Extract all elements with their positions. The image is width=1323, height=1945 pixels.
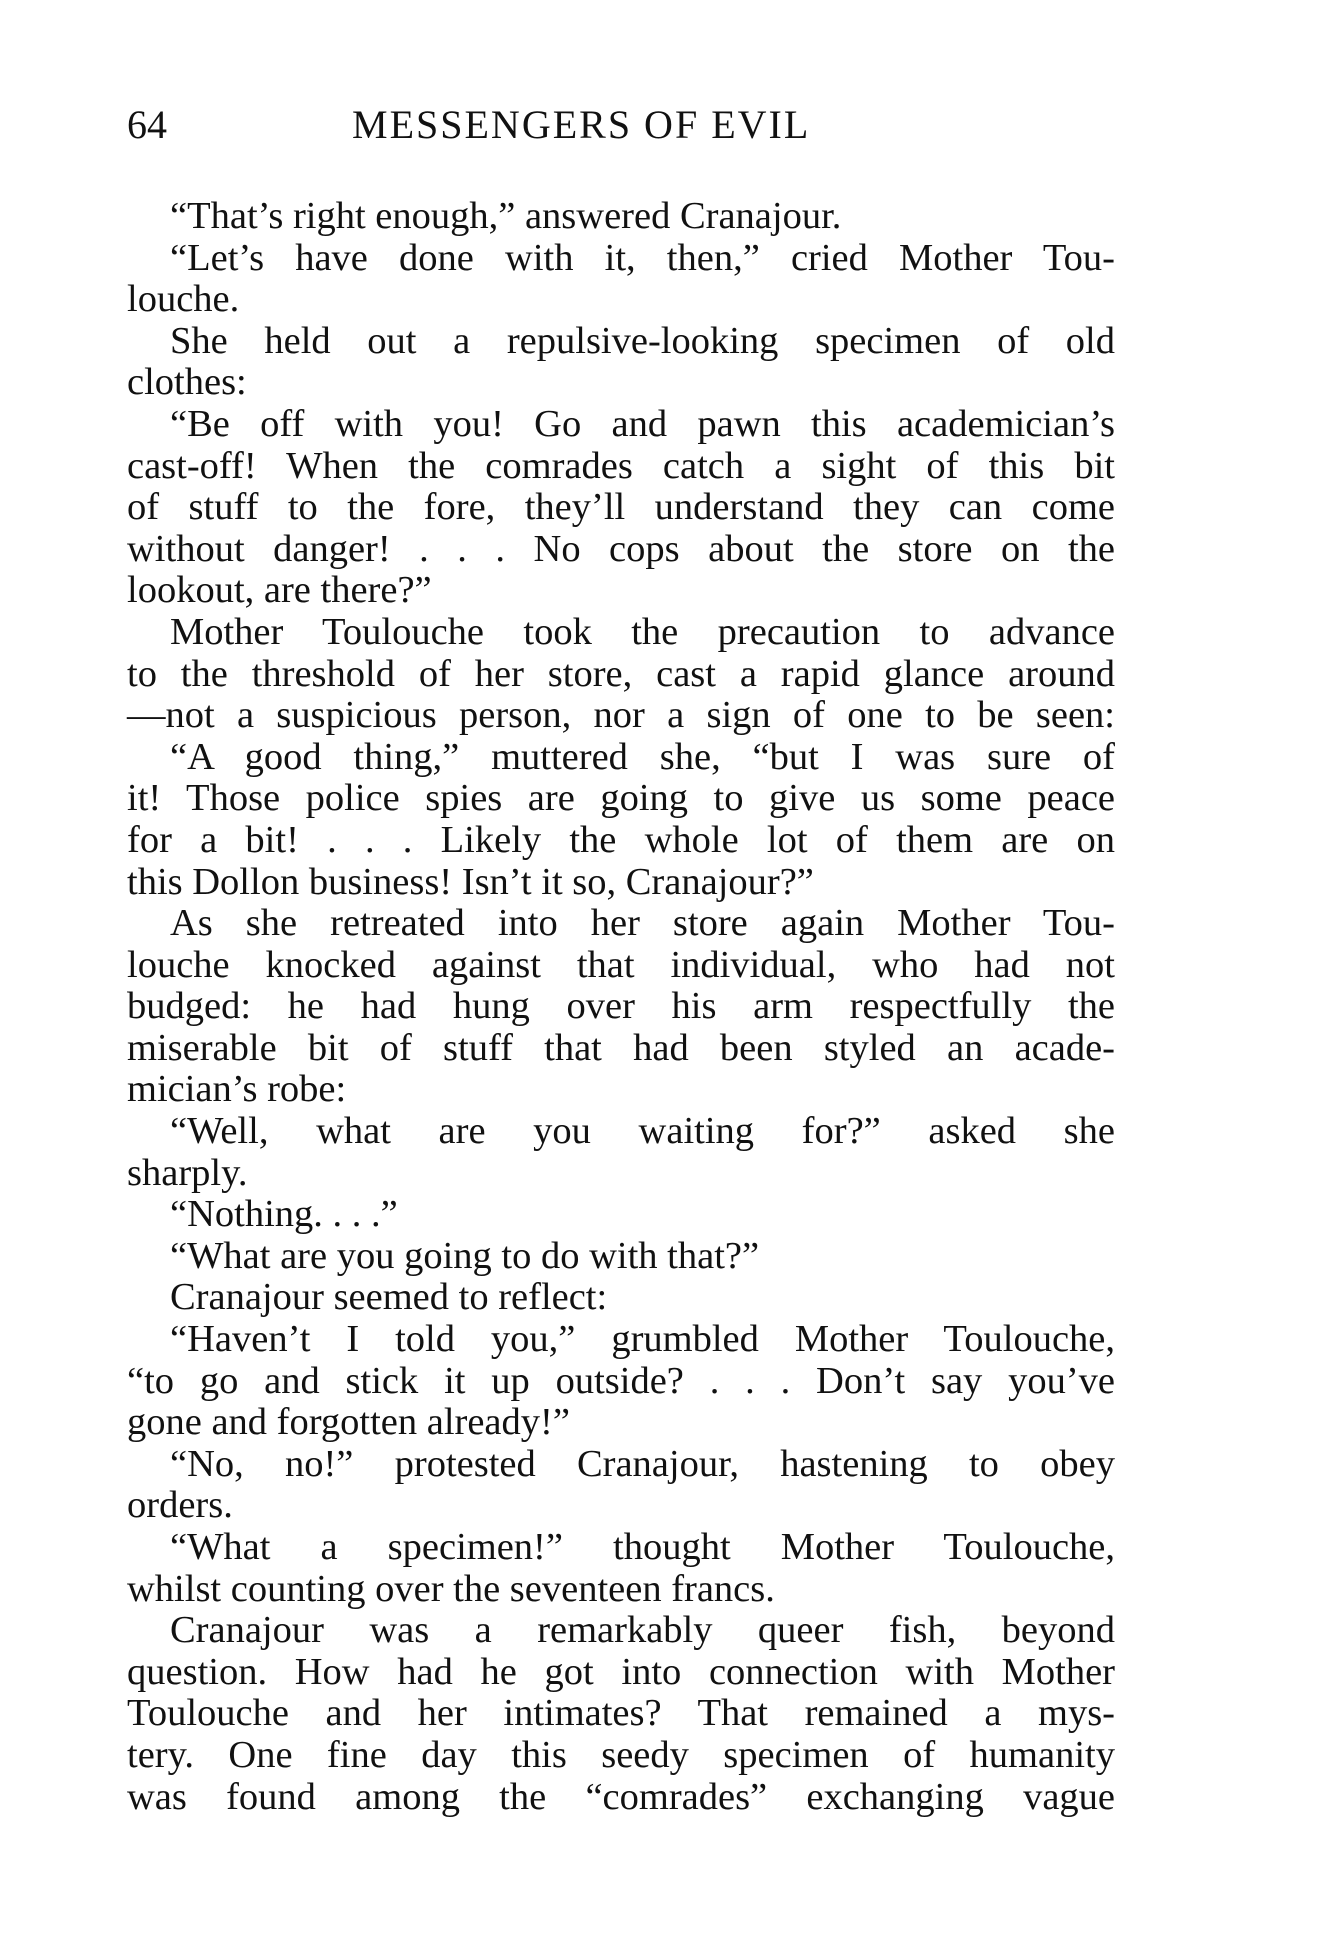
text-line: gone and forgotten already!” (127, 1401, 570, 1444)
text-line: louche. (127, 278, 240, 321)
text-line: “Haven’t I told you,” grumbled Mother Toulouche, (170, 1318, 1115, 1361)
text-line: She held out a repulsive-looking specimen of old (170, 319, 1115, 362)
text-line: “A good thing,” muttered she, “but I was sure of (170, 735, 1115, 778)
text-line: it! Those police spies are going to give us some peace (127, 777, 1115, 820)
text-line: “That’s right enough,” answered Cranajour. (170, 195, 842, 237)
text-line: cast-off! When the comrades catch a sight of this bit (127, 444, 1115, 487)
text-line: to the threshold of her store, cast a rapid glance around (127, 652, 1115, 695)
text-line: orders. (127, 1484, 233, 1527)
text-line: —not a suspicious person, nor a sign of one to be seen: (127, 694, 1115, 737)
text-line: tery. One fine day this seedy specimen of humanity (127, 1733, 1115, 1776)
text-line: Cranajour seemed to reflect: (170, 1276, 608, 1319)
text-line: sharply. (127, 1151, 248, 1194)
text-line: “Well, what are you waiting for?” asked she (170, 1110, 1115, 1153)
running-head (127, 100, 1127, 150)
text-line: lookout, are there?” (127, 569, 432, 612)
text-line: “Be off with you! Go and pawn this academician’s (170, 402, 1115, 445)
text-line: for a bit! . . . Likely the whole lot of them are on (127, 818, 1115, 861)
text-line: Cranajour was a remarkably queer fish, beyond (170, 1609, 1115, 1652)
text-line: “No, no!” protested Cranajour, hastening to obey (170, 1442, 1115, 1485)
text-line: question. How had he got into connection with Mother (127, 1650, 1115, 1693)
text-line: mician’s robe: (127, 1068, 347, 1111)
text-line: “What a specimen!” thought Mother Toulouche, (170, 1526, 1115, 1568)
running-title: MESSENGERS OF EVIL (352, 102, 811, 147)
text-line: clothes: (127, 361, 247, 404)
text-line: miserable bit of stuff that had been styled an acade- (127, 1026, 1115, 1069)
text-line: louche knocked against that individual, who had not (127, 943, 1115, 986)
text-line: Mother Toulouche took the precaution to advance (170, 610, 1115, 653)
text-line: this Dollon business! Isn’t it so, Cranajour?” (127, 860, 814, 903)
text-line: whilst counting over the seventeen francs. (127, 1567, 775, 1610)
text-line: without danger! . . . No cops about the store on the (127, 527, 1115, 570)
text-line: “Nothing. . . .” (170, 1193, 398, 1236)
text-line: “to go and stick it up outside? . . . Don’t say you’ve (127, 1359, 1115, 1402)
text-line: was found among the “comrades” exchanging vague (127, 1775, 1115, 1818)
text-line: As she retreated into her store again Mother Tou- (170, 902, 1115, 945)
text-line: of stuff to the fore, they’ll understand they can come (127, 486, 1115, 529)
page-number: 64 (127, 102, 167, 147)
text-line: Toulouche and her intimates? That remained a mys- (127, 1692, 1115, 1735)
text-line: “What are you going to do with that?” (170, 1234, 760, 1277)
body-text (127, 196, 1115, 1818)
text-line: budged: he had hung over his arm respectfully the (127, 985, 1115, 1028)
text-line: “Let’s have done with it, then,” cried Mother Tou- (170, 236, 1115, 279)
